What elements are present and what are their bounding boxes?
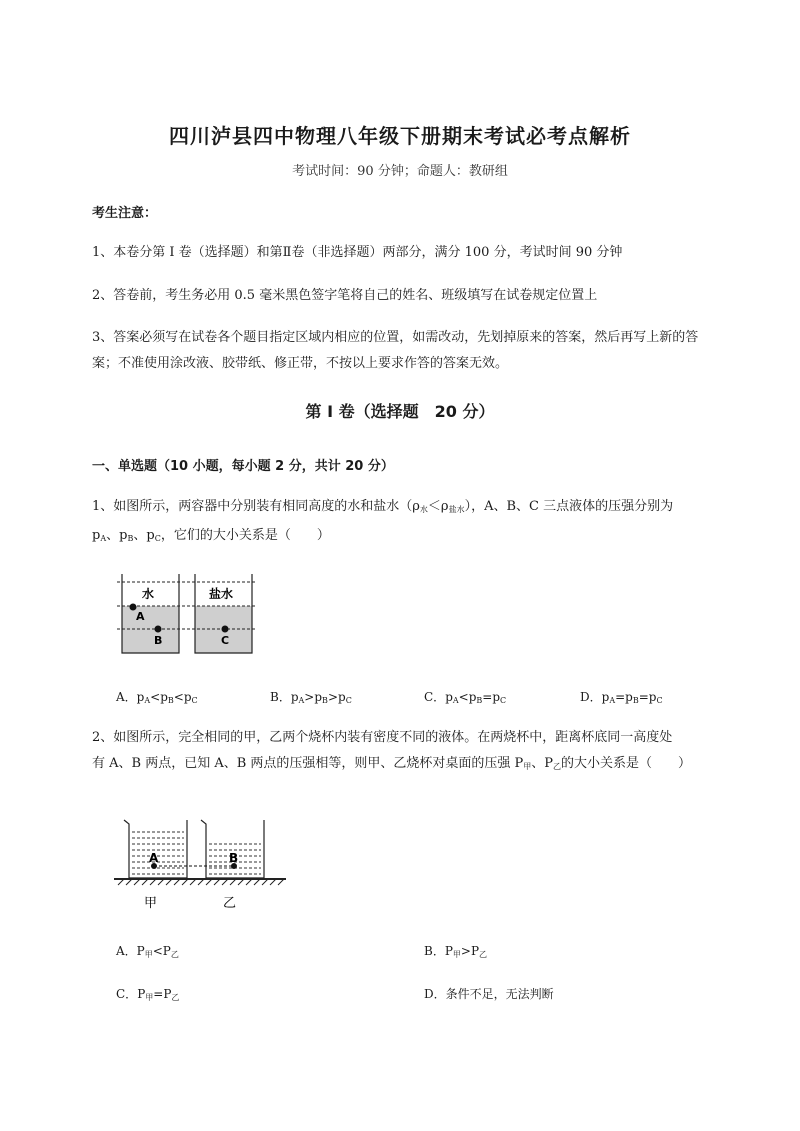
point-b-label: B (229, 851, 239, 865)
point-a-label: A (149, 851, 159, 865)
notice-heading: 考生注意： (92, 206, 158, 221)
question-1-text: 1、如图所示，两容器中分别装有相同高度的水和盐水$(\rho_水<\rho_{盐水})$，A、B、C 三点液体的压强分别为 $p_A$、$p_B$、$p_C$，它们的大小关系是（ ） (92, 499, 674, 543)
q2-option-a[interactable]: A．$P_甲<P_乙$ (116, 944, 179, 959)
point-b-dot (155, 626, 162, 633)
notice-item-1: 1、本卷分第 I 卷（选择题）和第Ⅱ卷（非选择题）两部分，满分 100 分，考试时间 90 分钟 (92, 245, 623, 260)
q2-beakers-figure (110, 810, 295, 915)
notice-item-3: 3、答案必须写在试卷各个题目指定区域内相应的位置，如需改动，先划掉原来的答案，然后再写上新的答案；不准使用涂改液、胶带纸、修正带，不按以上要求作答的答案无效。 (92, 330, 699, 371)
label-jia: 甲 (144, 896, 158, 911)
q2-option-c[interactable]: C．$P_甲=P_乙$ (116, 987, 180, 1002)
notice-item-2: 2、答卷前，考生务必用 0.5 毫米黑色签字笔将自己的姓名、班级填写在试卷规定位置上 (92, 288, 598, 303)
part-heading: 一、单选题（10 小题，每小题 2 分，共计 20 分） (92, 459, 394, 474)
question-2-text: 2、如图所示，完全相同的甲，乙两个烧杯内装有密度不同的液体。在两烧杯中，距离杯底同一高度处 有 A、B 两点，已知 A、B 两点的压强相等，则甲、乙烧杯对桌面的压强 $P_甲$、$P_乙$的大小关系是（ ） (92, 730, 692, 771)
label-water: 水 (142, 587, 155, 601)
q2-option-d[interactable]: D．条件不足，无法判断 (424, 987, 554, 1001)
point-c-dot (222, 626, 229, 633)
exam-info: 考试时间：90 分钟；命题人：教研组 (292, 164, 508, 179)
label-yi: 乙 (223, 896, 237, 911)
water-fill (122, 606, 179, 653)
page-title: 四川泸县四中物理八年级下册期末考试必考点解析 (169, 124, 631, 148)
q2-option-b[interactable]: B．$P_甲>P_乙$ (424, 944, 488, 959)
point-a-label: A (136, 610, 145, 623)
label-salt-water: 盐水 (209, 587, 234, 601)
q1-option-d[interactable]: D．$p_A=p_B=p_C$ (580, 690, 663, 705)
q1-option-c[interactable]: C．$p_A<p_B=p_C$ (424, 690, 507, 705)
beaker-yi (201, 820, 264, 878)
q1-option-b[interactable]: B．$p_A>p_B>p_C$ (270, 690, 352, 705)
q1-option-a[interactable]: A．$p_A<p_B<p_C$ (116, 690, 198, 705)
q1-containers-figure (115, 570, 275, 660)
point-c-label: C (221, 634, 230, 647)
beaker-jia (124, 820, 187, 878)
point-b-label: B (154, 634, 163, 647)
section-title: 第 I 卷（选择题 20 分） (305, 402, 495, 421)
